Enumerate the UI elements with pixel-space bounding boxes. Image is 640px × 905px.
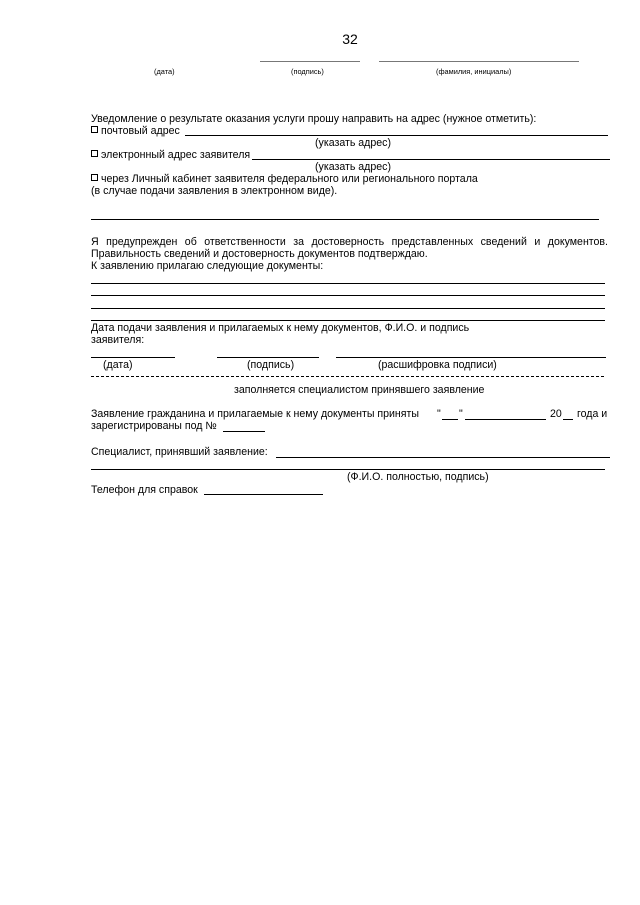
- top-signature-hint: (подпись): [291, 67, 324, 76]
- dashed-divider: [91, 376, 604, 377]
- submission-date-hint: (дата): [103, 359, 133, 371]
- postal-option[interactable]: [91, 125, 180, 137]
- phone-field[interactable]: [204, 494, 323, 495]
- declaration-line1: Я предупрежден об ответственности за достоверность представленных сведений и документов.: [91, 236, 608, 248]
- attachment-line-3[interactable]: [91, 308, 605, 309]
- separator-line: [91, 219, 599, 220]
- checkbox-icon[interactable]: [91, 174, 98, 181]
- quote-close: ": [459, 408, 463, 420]
- page-number: 32: [342, 31, 358, 47]
- email-option[interactable]: [91, 149, 250, 161]
- name-line: [379, 61, 579, 62]
- declaration-line2: Правильность сведений и достоверность документов подтверждаю.: [91, 248, 428, 260]
- signature-line: [260, 61, 360, 62]
- submission-line1: Дата подачи заявления и прилагаемых к нему документов, Ф.И.О. и подпись: [91, 322, 470, 334]
- submission-signature-hint: (подпись): [247, 359, 295, 371]
- checkbox-icon[interactable]: [91, 126, 98, 133]
- accepted-month-field[interactable]: [465, 419, 546, 420]
- specialist-section-header: заполняется специалистом принявшего заявление: [234, 384, 485, 396]
- portal-label: через Личный кабинет заявителя федерального или регионального портала: [101, 173, 478, 185]
- specialist-full-line[interactable]: [91, 469, 605, 470]
- notification-heading: Уведомление о результате оказания услуги прошу направить на адрес (нужное отметить):: [91, 113, 537, 125]
- email-hint: (указать адрес): [315, 161, 391, 173]
- portal-option[interactable]: [91, 173, 478, 185]
- postal-label: почтовый адрес: [101, 125, 180, 137]
- submission-line2: заявителя:: [91, 334, 145, 346]
- top-name-hint: (фамилия, инициалы): [436, 67, 512, 76]
- portal-note: (в случае подачи заявления в электронном виде).: [91, 185, 338, 197]
- submission-signature-field[interactable]: [217, 357, 319, 358]
- submission-decode-field[interactable]: [336, 357, 606, 358]
- specialist-label: Специалист, принявший заявление:: [91, 446, 268, 458]
- year-suffix: года и: [577, 408, 608, 420]
- submission-decode-hint: (расшифровка подписи): [378, 359, 497, 371]
- accepted-line1: Заявление гражданина и прилагаемые к нему документы приняты: [91, 408, 419, 420]
- specialist-name-field[interactable]: [276, 457, 610, 458]
- email-label: электронный адрес заявителя: [101, 149, 251, 161]
- email-address-field[interactable]: [252, 159, 610, 160]
- attachment-line-1[interactable]: [91, 283, 605, 284]
- top-date-hint: (дата): [154, 67, 175, 76]
- specialist-hint: (Ф.И.О. полностью, подпись): [347, 471, 489, 483]
- postal-hint: (указать адрес): [315, 137, 391, 149]
- attachments-label: К заявлению прилагаю следующие документы:: [91, 260, 324, 272]
- quote-open: ": [437, 408, 441, 420]
- checkbox-icon[interactable]: [91, 150, 98, 157]
- accepted-line2: зарегистрированы под №: [91, 420, 217, 432]
- submission-date-field[interactable]: [91, 357, 175, 358]
- registration-number-field[interactable]: [223, 431, 265, 432]
- postal-address-field[interactable]: [185, 135, 608, 136]
- attachment-line-2[interactable]: [91, 295, 605, 296]
- accepted-day-field[interactable]: [442, 419, 458, 420]
- attachment-line-4[interactable]: [91, 320, 605, 321]
- phone-label: Телефон для справок: [91, 484, 198, 496]
- year-prefix: 20: [550, 408, 562, 420]
- accepted-year-field[interactable]: [563, 419, 573, 420]
